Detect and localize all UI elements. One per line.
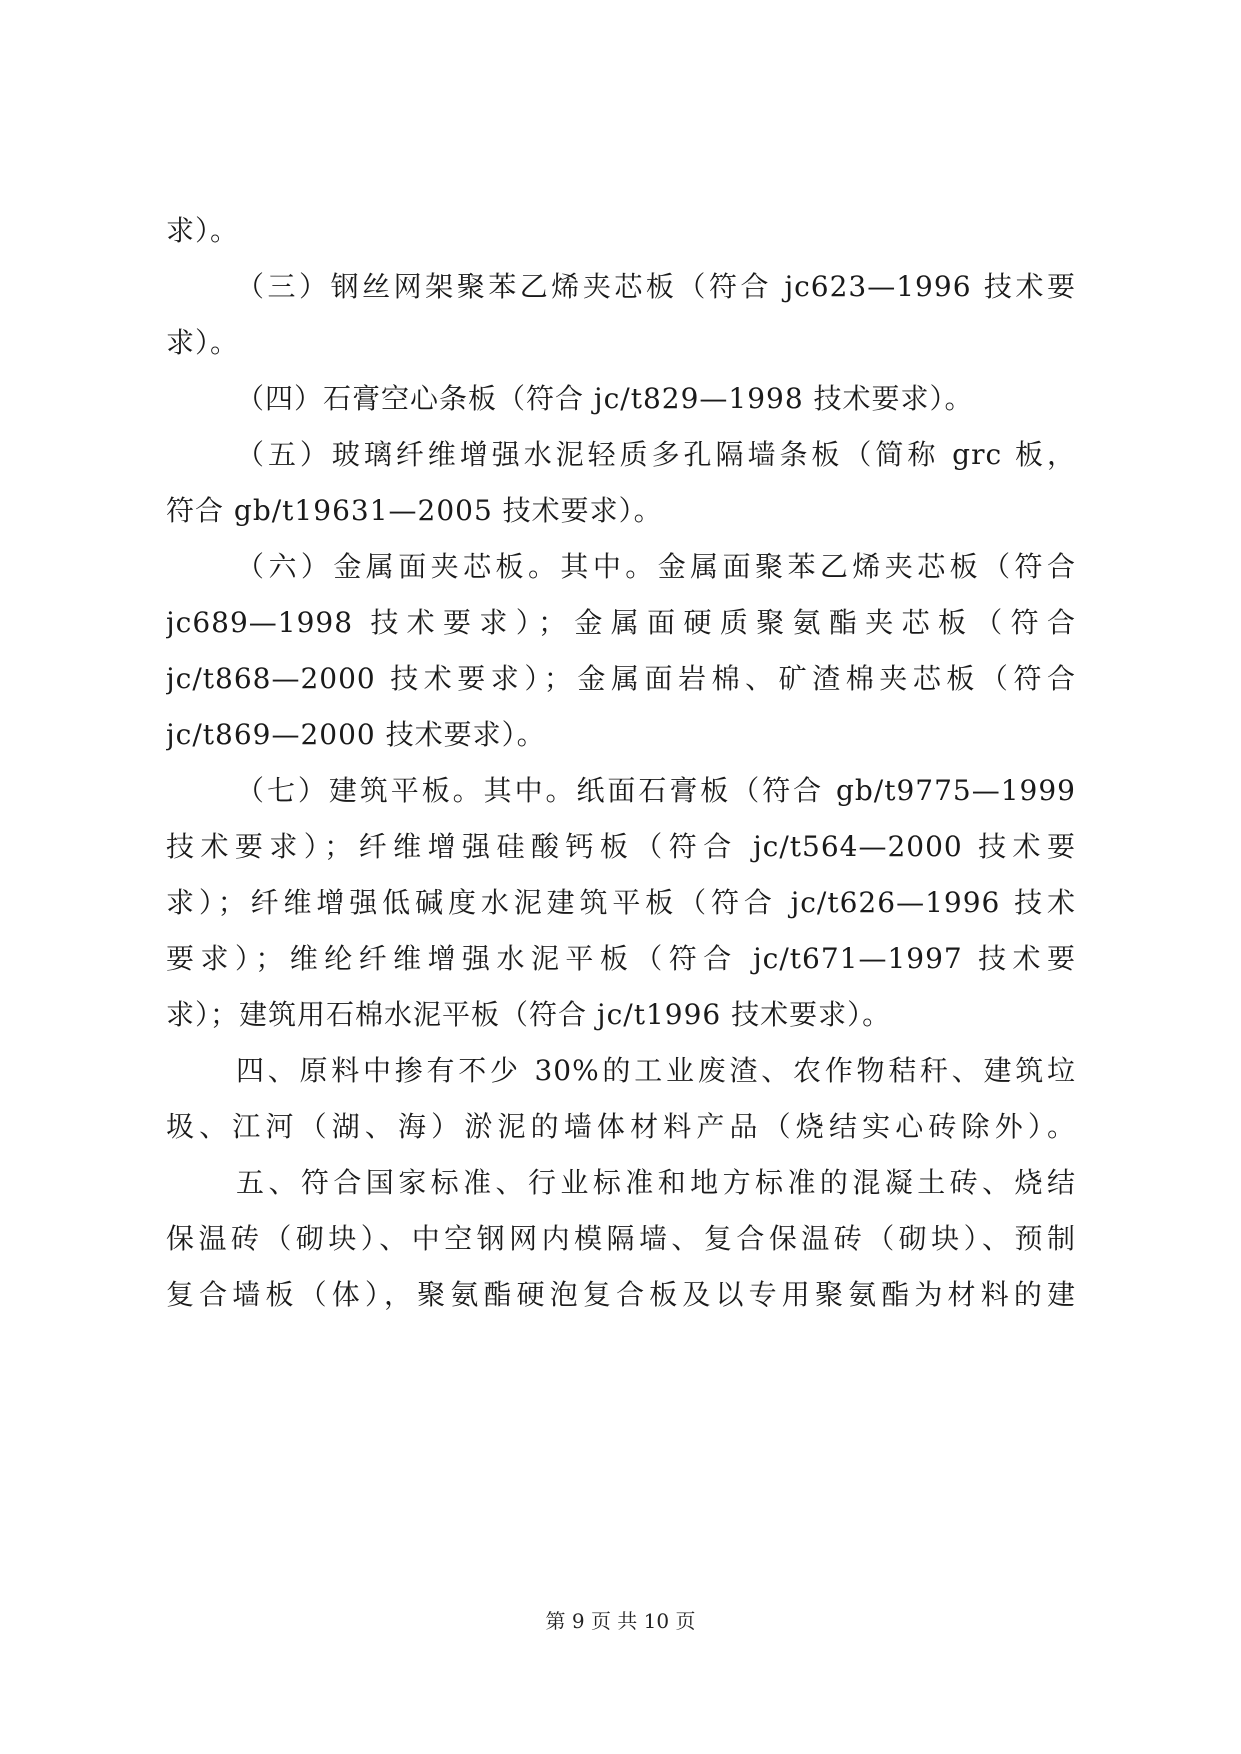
text-line: （七）建筑平板。其中。纸面石膏板（符合 gb/t9775—1999 [236, 774, 1076, 807]
text-line: 五、符合国家标准、行业标准和地方标准的混凝土砖、烧结 [236, 1166, 1076, 1199]
text-line: 求）。 [166, 326, 240, 359]
text-line: 圾、江河（湖、海）淤泥的墙体材料产品（烧结实心砖除外）。 [166, 1110, 1076, 1143]
text-line: （三）钢丝网架聚苯乙烯夹芯板（符合 jc623—1996 技术要 [236, 270, 1076, 303]
text-line: jc/t869—2000 技术要求）。 [166, 718, 546, 751]
text-line: （四）石膏空心条板（符合 jc/t829—1998 技术要求）。 [236, 382, 974, 415]
text-line: 求）；纤维增强低碱度水泥建筑平板（符合 jc/t626—1996 技术 [166, 886, 1076, 919]
text-line: jc689—1998 技术要求）；金属面硬质聚氨酯夹芯板（符合 [166, 606, 1076, 639]
text-line: 四、原料中掺有不少 30%的工业废渣、农作物秸秆、建筑垃 [236, 1054, 1076, 1087]
text-line: （五）玻璃纤维增强水泥轻质多孔隔墙条板（简称 grc 板， [236, 438, 1076, 471]
text-line: 求）。 [166, 214, 240, 247]
text-line: 技术要求）；纤维增强硅酸钙板（符合 jc/t564—2000 技术要 [166, 830, 1076, 863]
text-line: jc/t868—2000 技术要求）；金属面岩棉、矿渣棉夹芯板（符合 [166, 662, 1076, 695]
text-line: 保温砖（砌块）、中空钢网内模隔墙、复合保温砖（砌块）、预制 [166, 1222, 1076, 1255]
text-line: （六）金属面夹芯板。其中。金属面聚苯乙烯夹芯板（符合 [236, 550, 1076, 583]
page-number-footer: 第 9 页 共 10 页 [545, 1609, 696, 1633]
text-line: 符合 gb/t19631—2005 技术要求）。 [166, 494, 663, 527]
text-line: 复合墙板（体），聚氨酯硬泡复合板及以专用聚氨酯为材料的建 [166, 1278, 1076, 1311]
text-line: 要求）；维纶纤维增强水泥平板（符合 jc/t671—1997 技术要 [166, 942, 1076, 975]
text-line: 求）；建筑用石棉水泥平板（符合 jc/t1996 技术要求）。 [166, 998, 892, 1031]
